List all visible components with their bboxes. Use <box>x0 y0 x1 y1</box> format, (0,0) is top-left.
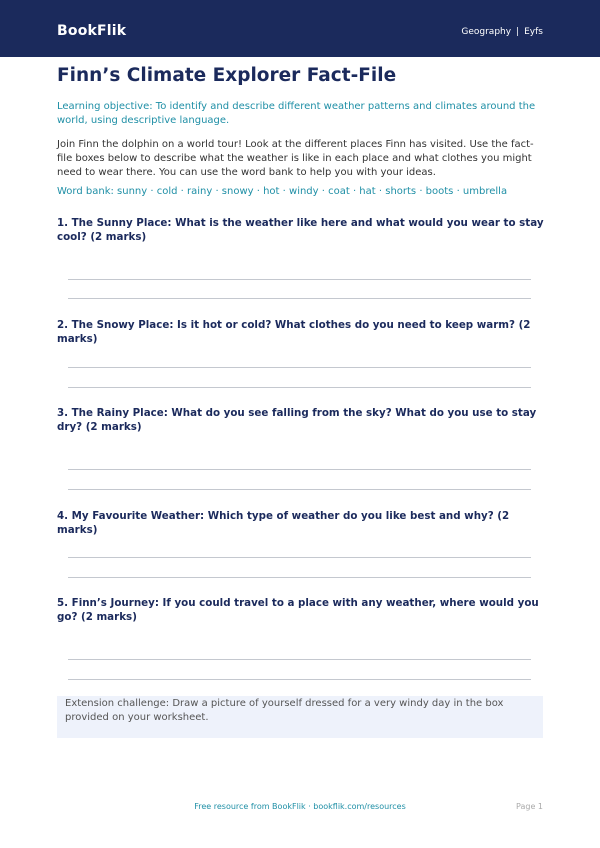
question-2: 2. The Snowy Place: Is it hot or cold? What clothes do you need to keep warm? (2 marks) <box>57 319 531 345</box>
footer-credit: Free resource from BookFlik · bookflik.com/resources <box>194 802 406 811</box>
header-bar <box>0 0 600 57</box>
header-separator: | <box>516 27 520 37</box>
answer-line[interactable] <box>68 659 531 660</box>
answer-line[interactable] <box>68 679 531 680</box>
answer-line[interactable] <box>68 279 531 280</box>
subject-label: Geography <box>461 27 512 37</box>
question-4: 4. My Favourite Weather: Which type of weather do you like best and why? (2 marks) <box>57 510 510 536</box>
answer-line[interactable] <box>68 557 531 558</box>
answer-line[interactable] <box>68 469 531 470</box>
answer-line[interactable] <box>68 387 531 388</box>
word-bank: Word bank: sunny · cold · rainy · snowy · hot · windy · coat · hat · shorts · boots · umbrella <box>57 186 508 197</box>
extension-box <box>57 696 543 738</box>
page-number: Page 1 <box>516 802 543 811</box>
page-title: Finn’s Climate Explorer Fact-File <box>57 65 397 86</box>
question-1: 1. The Sunny Place: What is the weather like here and what would you wear to stay cool? (2 marks) <box>57 217 544 243</box>
question-5: 5. Finn’s Journey: If you could travel to a place with any weather, where would you go? (2 marks) <box>57 597 539 623</box>
learning-objective: Learning objective: To identify and describe different weather patterns and climates around the world, using descriptive language. <box>57 101 536 126</box>
extension-text: Extension challenge: Draw a picture of yourself dressed for a very windy day in the box provided on your worksheet. <box>65 698 504 723</box>
answer-line[interactable] <box>68 367 531 368</box>
answer-line[interactable] <box>68 298 531 299</box>
answer-line[interactable] <box>68 489 531 490</box>
answer-line[interactable] <box>68 577 531 578</box>
level-label: Eyfs <box>524 27 543 37</box>
header-meta <box>461 27 543 37</box>
brand-logo: BookFlik <box>57 23 127 39</box>
question-3: 3. The Rainy Place: What do you see falling from the sky? What do you use to stay dry? (2 marks) <box>57 407 537 433</box>
intro-paragraph: Join Finn the dolphin on a world tour! Look at the different places Finn has visited. Use the fact-file boxes below to describe what the weather is like in each place and what clothes you might need to wear there. You can use the word bank to help you with your ideas. <box>57 139 534 178</box>
